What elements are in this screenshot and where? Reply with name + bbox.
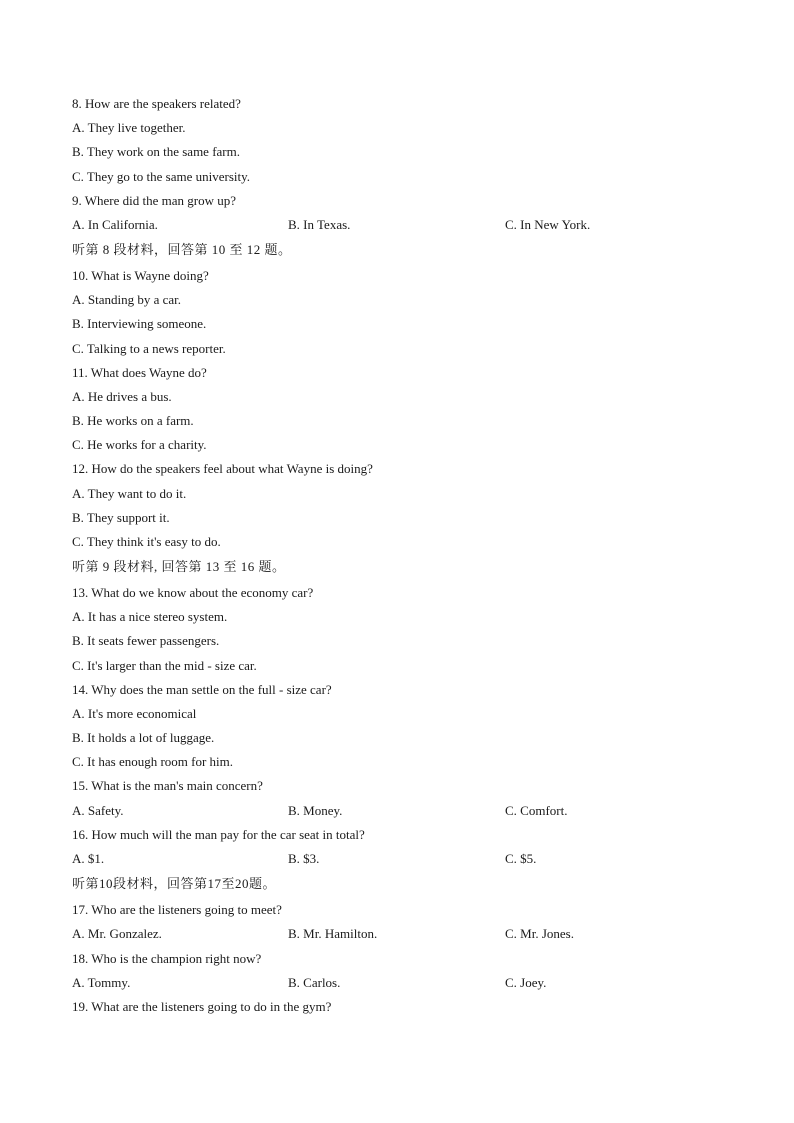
question-14-option-a: A. It's more economical — [72, 706, 197, 721]
question-15-stem: 15. What is the man's main concern? — [72, 778, 263, 793]
question-18-option-c: C. Joey. — [505, 975, 547, 990]
question-15-option-a: A. Safety. — [72, 803, 124, 818]
question-13-option-b: B. It seats fewer passengers. — [72, 633, 220, 648]
question-14-option-c: C. It has enough room for him. — [72, 754, 234, 769]
question-12-option-b: B. They support it. — [72, 510, 170, 525]
question-16-option-b: B. $3. — [288, 851, 320, 866]
question-18-stem: 18. Who is the champion right now? — [72, 951, 262, 966]
question-15-options — [72, 803, 732, 819]
question-17-options — [72, 926, 732, 942]
question-16-option-c: C. $5. — [505, 851, 537, 866]
question-8-stem: 8. How are the speakers related? — [72, 96, 241, 111]
question-13-stem: 13. What do we know about the economy car? — [72, 585, 314, 600]
question-9-option-a: A. In California. — [72, 217, 158, 232]
question-17-option-c: C. Mr. Jones. — [505, 926, 574, 941]
question-13-option-a: A. It has a nice stereo system. — [72, 609, 228, 624]
question-11-option-c: C. He works for a charity. — [72, 437, 207, 452]
section-9-heading: 听第 9 段材料, 回答第 13 至 16 题。 — [72, 559, 286, 574]
question-11-stem: 11. What does Wayne do? — [72, 365, 207, 380]
question-14-stem: 14. Why does the man settle on the full - size car? — [72, 682, 332, 697]
question-18-option-a: A. Tommy. — [72, 975, 131, 990]
question-15-option-c: C. Comfort. — [505, 803, 568, 818]
section-8-heading: 听第 8 段材料，回答第 10 至 12 题。 — [72, 242, 292, 257]
question-10-option-a: A. Standing by a car. — [72, 292, 182, 307]
question-9-options — [72, 217, 732, 233]
question-17-option-b: B. Mr. Hamilton. — [288, 926, 378, 941]
question-11-option-a: A. He drives a bus. — [72, 389, 172, 404]
question-9-option-b: B. In Texas. — [288, 217, 351, 232]
question-18-option-b: B. Carlos. — [288, 975, 341, 990]
question-9-option-c: C. In New York. — [505, 217, 591, 232]
question-12-stem: 12. How do the speakers feel about what Wayne is doing? — [72, 461, 373, 476]
question-10-option-c: C. Talking to a news reporter. — [72, 341, 226, 356]
question-19-stem: 19. What are the listeners going to do in the gym? — [72, 999, 332, 1014]
question-18-options — [72, 975, 732, 991]
question-12-option-a: A. They want to do it. — [72, 486, 187, 501]
question-10-option-b: B. Interviewing someone. — [72, 316, 207, 331]
question-16-options — [72, 851, 732, 867]
question-17-option-a: A. Mr. Gonzalez. — [72, 926, 162, 941]
question-16-stem: 16. How much will the man pay for the car seat in total? — [72, 827, 365, 842]
section-10-heading: 听第10段材料，回答第17至20题。 — [72, 876, 277, 891]
question-8-option-b: B. They work on the same farm. — [72, 144, 240, 159]
question-15-option-b: B. Money. — [288, 803, 343, 818]
question-12-option-c: C. They think it's easy to do. — [72, 534, 221, 549]
question-8-option-a: A. They live together. — [72, 120, 186, 135]
question-11-option-b: B. He works on a farm. — [72, 413, 194, 428]
question-16-option-a: A. $1. — [72, 851, 105, 866]
question-13-option-c: C. It's larger than the mid - size car. — [72, 658, 257, 673]
question-10-stem: 10. What is Wayne doing? — [72, 268, 209, 283]
question-8-option-c: C. They go to the same university. — [72, 169, 251, 184]
question-14-option-b: B. It holds a lot of luggage. — [72, 730, 215, 745]
question-17-stem: 17. Who are the listeners going to meet? — [72, 902, 282, 917]
question-9-stem: 9. Where did the man grow up? — [72, 193, 237, 208]
